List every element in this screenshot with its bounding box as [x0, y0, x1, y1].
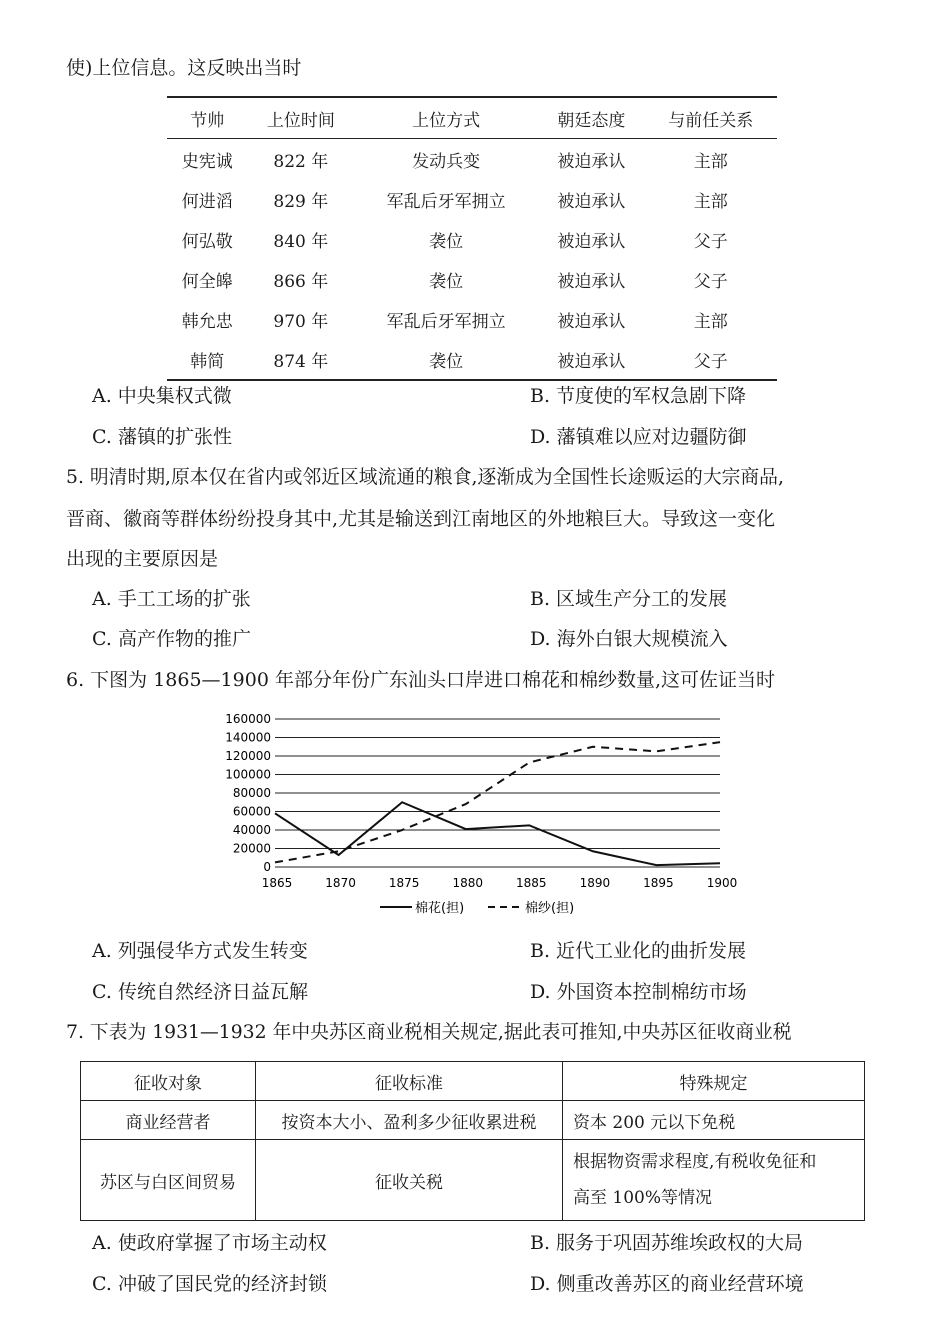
x-tick-label: 1880	[452, 876, 483, 890]
legend-label-yarn: 棉纱(担)	[525, 901, 575, 916]
q7-stem: 7. 下表为 1931—1932 年中央苏区商业税相关规定,据此表可推知,中央苏区征收商业税	[66, 1022, 792, 1043]
chart-legend	[380, 900, 574, 916]
q6-option-c: C. 传统自然经济日益瓦解	[92, 981, 308, 1003]
q7-option-c: C. 冲破了国民党的经济封锁	[92, 1273, 327, 1295]
table-cell: 父子	[693, 231, 728, 252]
table-cell: 父子	[693, 351, 728, 372]
q6-stem: 6. 下图为 1865—1900 年部分年份广东汕头口岸进口棉花和棉纱数量,这可佐证当时	[66, 669, 775, 691]
table-row	[167, 179, 777, 219]
header-cell: 上位方式	[412, 110, 481, 131]
table-cell: 被迫承认	[557, 151, 626, 172]
q6-option-d: D. 外国资本控制棉纺市场	[530, 981, 747, 1003]
q5-option-b: B. 区域生产分工的发展	[530, 588, 728, 610]
table-cell: 按资本大小、盈利多少征收累进税	[256, 1101, 563, 1140]
table-cell: 被迫承认	[557, 271, 626, 292]
x-tick-label: 1885	[516, 876, 547, 890]
table-cell: 发动兵变	[412, 151, 481, 172]
series-line-yarn	[275, 742, 720, 862]
table-cell: 父子	[693, 271, 728, 292]
table-cell	[563, 1140, 865, 1221]
q6-option-a: A. 列强侵华方式发生转变	[92, 940, 308, 962]
table-row	[167, 339, 777, 380]
q7-option-b: B. 服务于巩固苏维埃政权的大局	[530, 1232, 804, 1254]
table-cell: 何进滔	[181, 191, 233, 212]
table-cell: 商业经营者	[81, 1101, 256, 1140]
table-cell: 何弘敬	[181, 231, 233, 252]
table-cell: 840 年	[273, 231, 329, 252]
x-tick-label: 1875	[388, 876, 420, 890]
table-cell: 何全皞	[181, 271, 233, 292]
q5-stem-line-2: 晋商、徽商等群体纷纷投身其中,尤其是输送到江南地区的外地粮巨大。导致这一变化	[66, 508, 776, 530]
table-cell: 军乱后牙军拥立	[386, 191, 506, 212]
y-tick-label: 40000	[232, 823, 271, 837]
node-commander-table	[167, 96, 777, 381]
y-tick-label: 0	[263, 860, 271, 874]
table-header-row	[167, 97, 777, 139]
cell-line: 根据物资需求程度,有税收免征和	[573, 1152, 817, 1172]
q5-option-d: D. 海外白银大规模流入	[530, 628, 728, 650]
x-tick-label: 1895	[643, 876, 674, 890]
table-row	[167, 259, 777, 299]
table-cell: 主部	[693, 151, 728, 172]
y-tick-label: 20000	[232, 841, 271, 856]
table-cell: 被迫承认	[557, 231, 626, 252]
table-cell: 866 年	[273, 271, 329, 292]
q4-option-a: A. 中央集权式微	[92, 385, 232, 407]
q6-option-b: B. 近代工业化的曲折发展	[530, 940, 747, 962]
header-cell: 征收标准	[256, 1062, 563, 1101]
header-cell: 朝廷态度	[557, 110, 626, 131]
y-tick-label: 80000	[232, 786, 271, 800]
table-cell: 韩允忠	[181, 311, 233, 332]
table-row	[81, 1140, 865, 1221]
y-tick-label: 100000	[225, 767, 271, 782]
q5-stem-line-3: 出现的主要原因是	[66, 548, 219, 570]
table-cell: 征收关税	[256, 1140, 563, 1221]
table-row	[167, 219, 777, 259]
header-cell: 特殊规定	[563, 1062, 865, 1101]
y-tick-label: 140000	[225, 730, 271, 745]
intro-line: 使)上位信息。这反映出当时	[66, 57, 302, 79]
x-tick-label: 1865	[261, 876, 293, 890]
table-cell: 韩简	[190, 351, 225, 372]
table-cell: 970 年	[273, 311, 329, 332]
cotton-import-chart	[225, 706, 738, 921]
y-tick-label: 160000	[225, 712, 271, 726]
q4-option-b: B. 节度使的军权急剧下降	[530, 385, 747, 407]
legend-label-cotton: 棉花(担)	[415, 901, 465, 916]
header-cell: 与前任关系	[668, 110, 754, 131]
table-cell: 苏区与白区间贸易	[81, 1140, 256, 1221]
header-cell: 征收对象	[81, 1062, 256, 1101]
table-cell: 被迫承认	[557, 191, 626, 212]
header-cell: 节帅	[190, 110, 225, 131]
q7-option-d: D. 侧重改善苏区的商业经营环境	[530, 1273, 804, 1295]
table-cell: 史宪诚	[181, 151, 233, 172]
table-header-row	[81, 1062, 865, 1101]
table-cell: 袭位	[429, 351, 464, 372]
table-row	[81, 1101, 865, 1140]
table-cell: 袭位	[429, 231, 464, 252]
q5-stem-line-1: 5. 明清时期,原本仅在省内或邻近区域流通的粮食,逐渐成为全国性长途贩运的大宗商品,	[66, 467, 784, 488]
q7-option-a: A. 使政府掌握了市场主动权	[92, 1232, 327, 1254]
table-cell: 被迫承认	[557, 311, 626, 332]
table-cell: 袭位	[429, 271, 464, 292]
y-tick-label: 60000	[232, 804, 271, 819]
table-cell: 军乱后牙军拥立	[386, 311, 506, 332]
table-cell: 822 年	[273, 151, 329, 172]
table-cell: 829 年	[273, 191, 329, 212]
q5-option-a: A. 手工工场的扩张	[92, 588, 251, 610]
table-cell: 被迫承认	[557, 351, 626, 372]
header-cell: 上位时间	[266, 110, 335, 131]
q4-option-d: D. 藩镇难以应对边疆防御	[530, 426, 747, 448]
x-tick-label: 1890	[579, 876, 611, 890]
cell-line: 高至 100%等情况	[573, 1188, 713, 1208]
q4-option-c: C. 藩镇的扩张性	[92, 426, 232, 448]
x-tick-label: 1870	[325, 876, 356, 890]
q5-option-c: C. 高产作物的推广	[92, 628, 251, 650]
table-cell: 主部	[693, 311, 728, 332]
table-cell: 资本 200 元以下免税	[563, 1101, 865, 1140]
table-cell: 874 年	[273, 351, 329, 372]
commerce-tax-table	[80, 1061, 865, 1221]
y-tick-label: 120000	[225, 749, 271, 763]
x-tick-label: 1900	[706, 876, 738, 890]
table-cell: 主部	[693, 191, 728, 212]
table-row	[167, 139, 777, 180]
table-row	[167, 299, 777, 339]
